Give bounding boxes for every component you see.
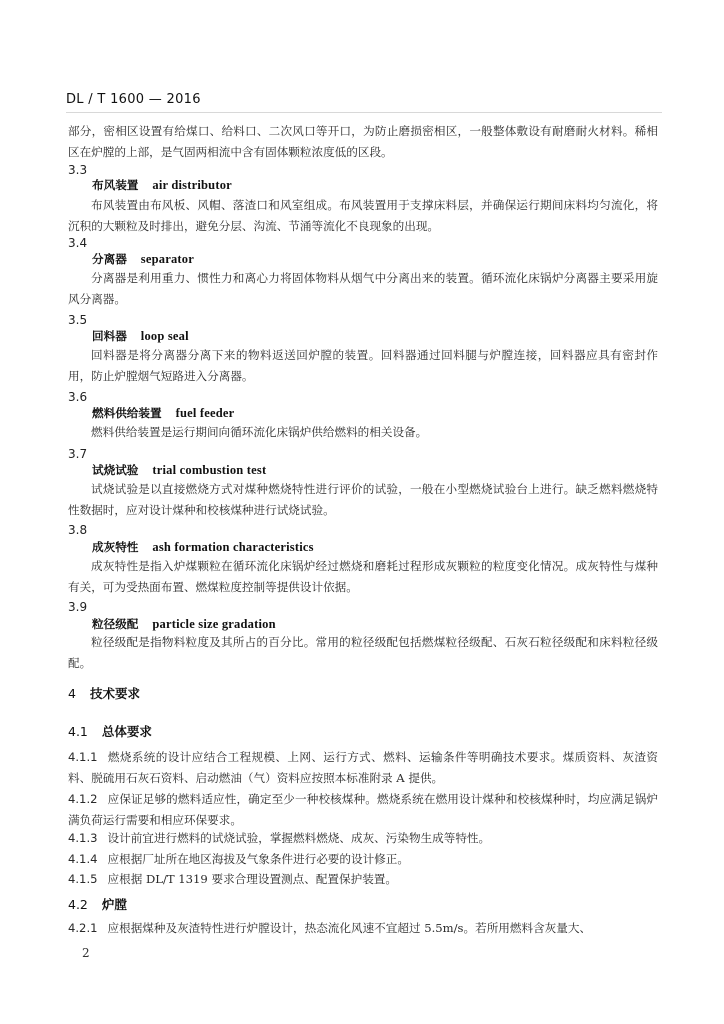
subsection-title: 总体要求 [101, 724, 152, 739]
term-definition: 成灰特性是指入炉煤颗粒在循环流化床锅炉经过燃烧和磨耗过程形成灰颗粒的粒度变化情况。成灰特性与煤种有关，可为受热面布置、燃煤粒度控制等提供设计依据。 [68, 559, 658, 594]
clause-item [68, 789, 658, 831]
page-number: 2 [82, 946, 90, 960]
clause-item [68, 869, 658, 890]
term-title [92, 616, 276, 632]
term-title [92, 462, 266, 478]
clause-text: 燃烧系统的设计应结合工程规模、上网、运行方式、燃料、运输条件等明确技术要求。煤质资料、灰渣资料、脱硫用石灰石资料、启动燃油（气）资料应按照本标准附录 A 提供。 [68, 750, 658, 785]
term-cn: 试烧试验 [92, 463, 139, 477]
term-title [92, 328, 189, 344]
term-title [92, 177, 232, 193]
header-divider [66, 112, 662, 113]
term-en: separator [140, 252, 194, 266]
term-definition: 布风装置由布风板、风帽、落渣口和风室组成。布风装置用于支撑床料层，并确保运行期间床料均匀流化，将沉积的大颗粒及时排出，避免分层、沟流、节涌等流化不良现象的出现。 [68, 198, 658, 233]
term-definition: 粒径级配是指物料粒度及其所占的百分比。常用的粒径级配包括燃煤粒径级配、石灰石粒径级配和床料粒径级配。 [68, 635, 658, 670]
term-cn: 燃料供给装置 [92, 406, 162, 420]
section-title: 技术要求 [89, 686, 140, 701]
term-cn: 回料器 [92, 329, 127, 343]
term-number: 3.6 [68, 390, 88, 404]
term-title [92, 251, 194, 267]
term-definition: 分离器是利用重力、惯性力和离心力将固体物料从烟气中分离出来的装置。循环流化床锅炉分离器主要采用旋风分离器。 [68, 271, 658, 306]
clause-text: 应根据 DL/T 1319 要求合理设置测点、配置保护装置。 [107, 872, 397, 886]
term-cn: 成灰特性 [92, 540, 139, 554]
clause-number: 4.1.3 [68, 831, 98, 845]
term-en: loop seal [140, 329, 189, 343]
term-number: 3.8 [68, 523, 88, 537]
standard-code-header: DL / T 1600 — 2016 [66, 92, 201, 107]
term-cn: 粒径级配 [92, 617, 139, 631]
clause-number: 4.2.1 [68, 921, 98, 935]
term-number: 3.4 [68, 236, 88, 250]
term-en: particle size gradation [152, 617, 276, 631]
term-number: 3.7 [68, 447, 88, 461]
clause-text: 应根据煤种及灰渣特性进行炉膛设计，热态流化风速不宜超过 5.5m/s。若所用燃料含灰量大、 [107, 921, 592, 935]
term-definition: 燃料供给装置是运行期间向循环流化床锅炉供给燃料的相关设备。 [91, 425, 428, 439]
term-number: 3.9 [68, 600, 88, 614]
subsection-heading [68, 895, 127, 913]
section-number: 4 [68, 686, 76, 701]
clause-item [68, 918, 658, 939]
clause-number: 4.1.1 [68, 750, 98, 764]
clause-text: 设计前宜进行燃料的试烧试验，掌握燃料燃烧、成灰、污染物生成等特性。 [107, 831, 491, 845]
clause-number: 4.1.2 [68, 792, 98, 806]
term-en: air distributor [152, 178, 232, 192]
section-heading [68, 684, 140, 702]
term-number: 3.5 [68, 313, 88, 327]
clause-text: 应根据厂址所在地区海拔及气象条件进行必要的设计修正。 [107, 852, 409, 866]
term-definition: 回料器是将分离器分离下来的物料返送回炉膛的装置。回料器通过回料腿与炉膛连接，回料器应具有密封作用，防止炉膛烟气短路进入分离器。 [68, 348, 658, 383]
clause-item [68, 828, 658, 849]
subsection-number: 4.2 [68, 897, 88, 912]
subsection-number: 4.1 [68, 724, 88, 739]
term-cn: 布风装置 [92, 178, 139, 192]
clause-item [68, 849, 658, 870]
term-number: 3.3 [68, 163, 88, 177]
term-en: fuel feeder [175, 406, 235, 420]
term-title [92, 405, 234, 421]
term-title [92, 539, 314, 555]
term-en: ash formation characteristics [152, 540, 314, 554]
clause-item [68, 747, 658, 789]
subsection-title: 炉膛 [101, 897, 127, 912]
intro-paragraph: 部分，密相区设置有给煤口、给料口、二次风口等开口，为防止磨损密相区，一般整体敷设有耐磨耐火材料。稀相区在炉膛的上部，是气固两相流中含有固体颗粒浓度低的区段。 [68, 124, 658, 159]
clause-number: 4.1.5 [68, 872, 98, 886]
term-cn: 分离器 [92, 252, 127, 266]
clause-text: 应保证足够的燃料适应性，确定至少一种校核煤种。燃烧系统在燃用设计煤种和校核煤种时，均应满足锅炉满负荷运行需要和相应环保要求。 [68, 792, 658, 827]
subsection-heading [68, 722, 152, 740]
clause-number: 4.1.4 [68, 852, 98, 866]
term-definition: 试烧试验是以直接燃烧方式对煤种燃烧特性进行评价的试验，一般在小型燃烧试验台上进行。缺乏燃料燃烧特性数据时，应对设计煤种和校核煤种进行试烧试验。 [68, 482, 658, 517]
term-en: trial combustion test [152, 463, 267, 477]
